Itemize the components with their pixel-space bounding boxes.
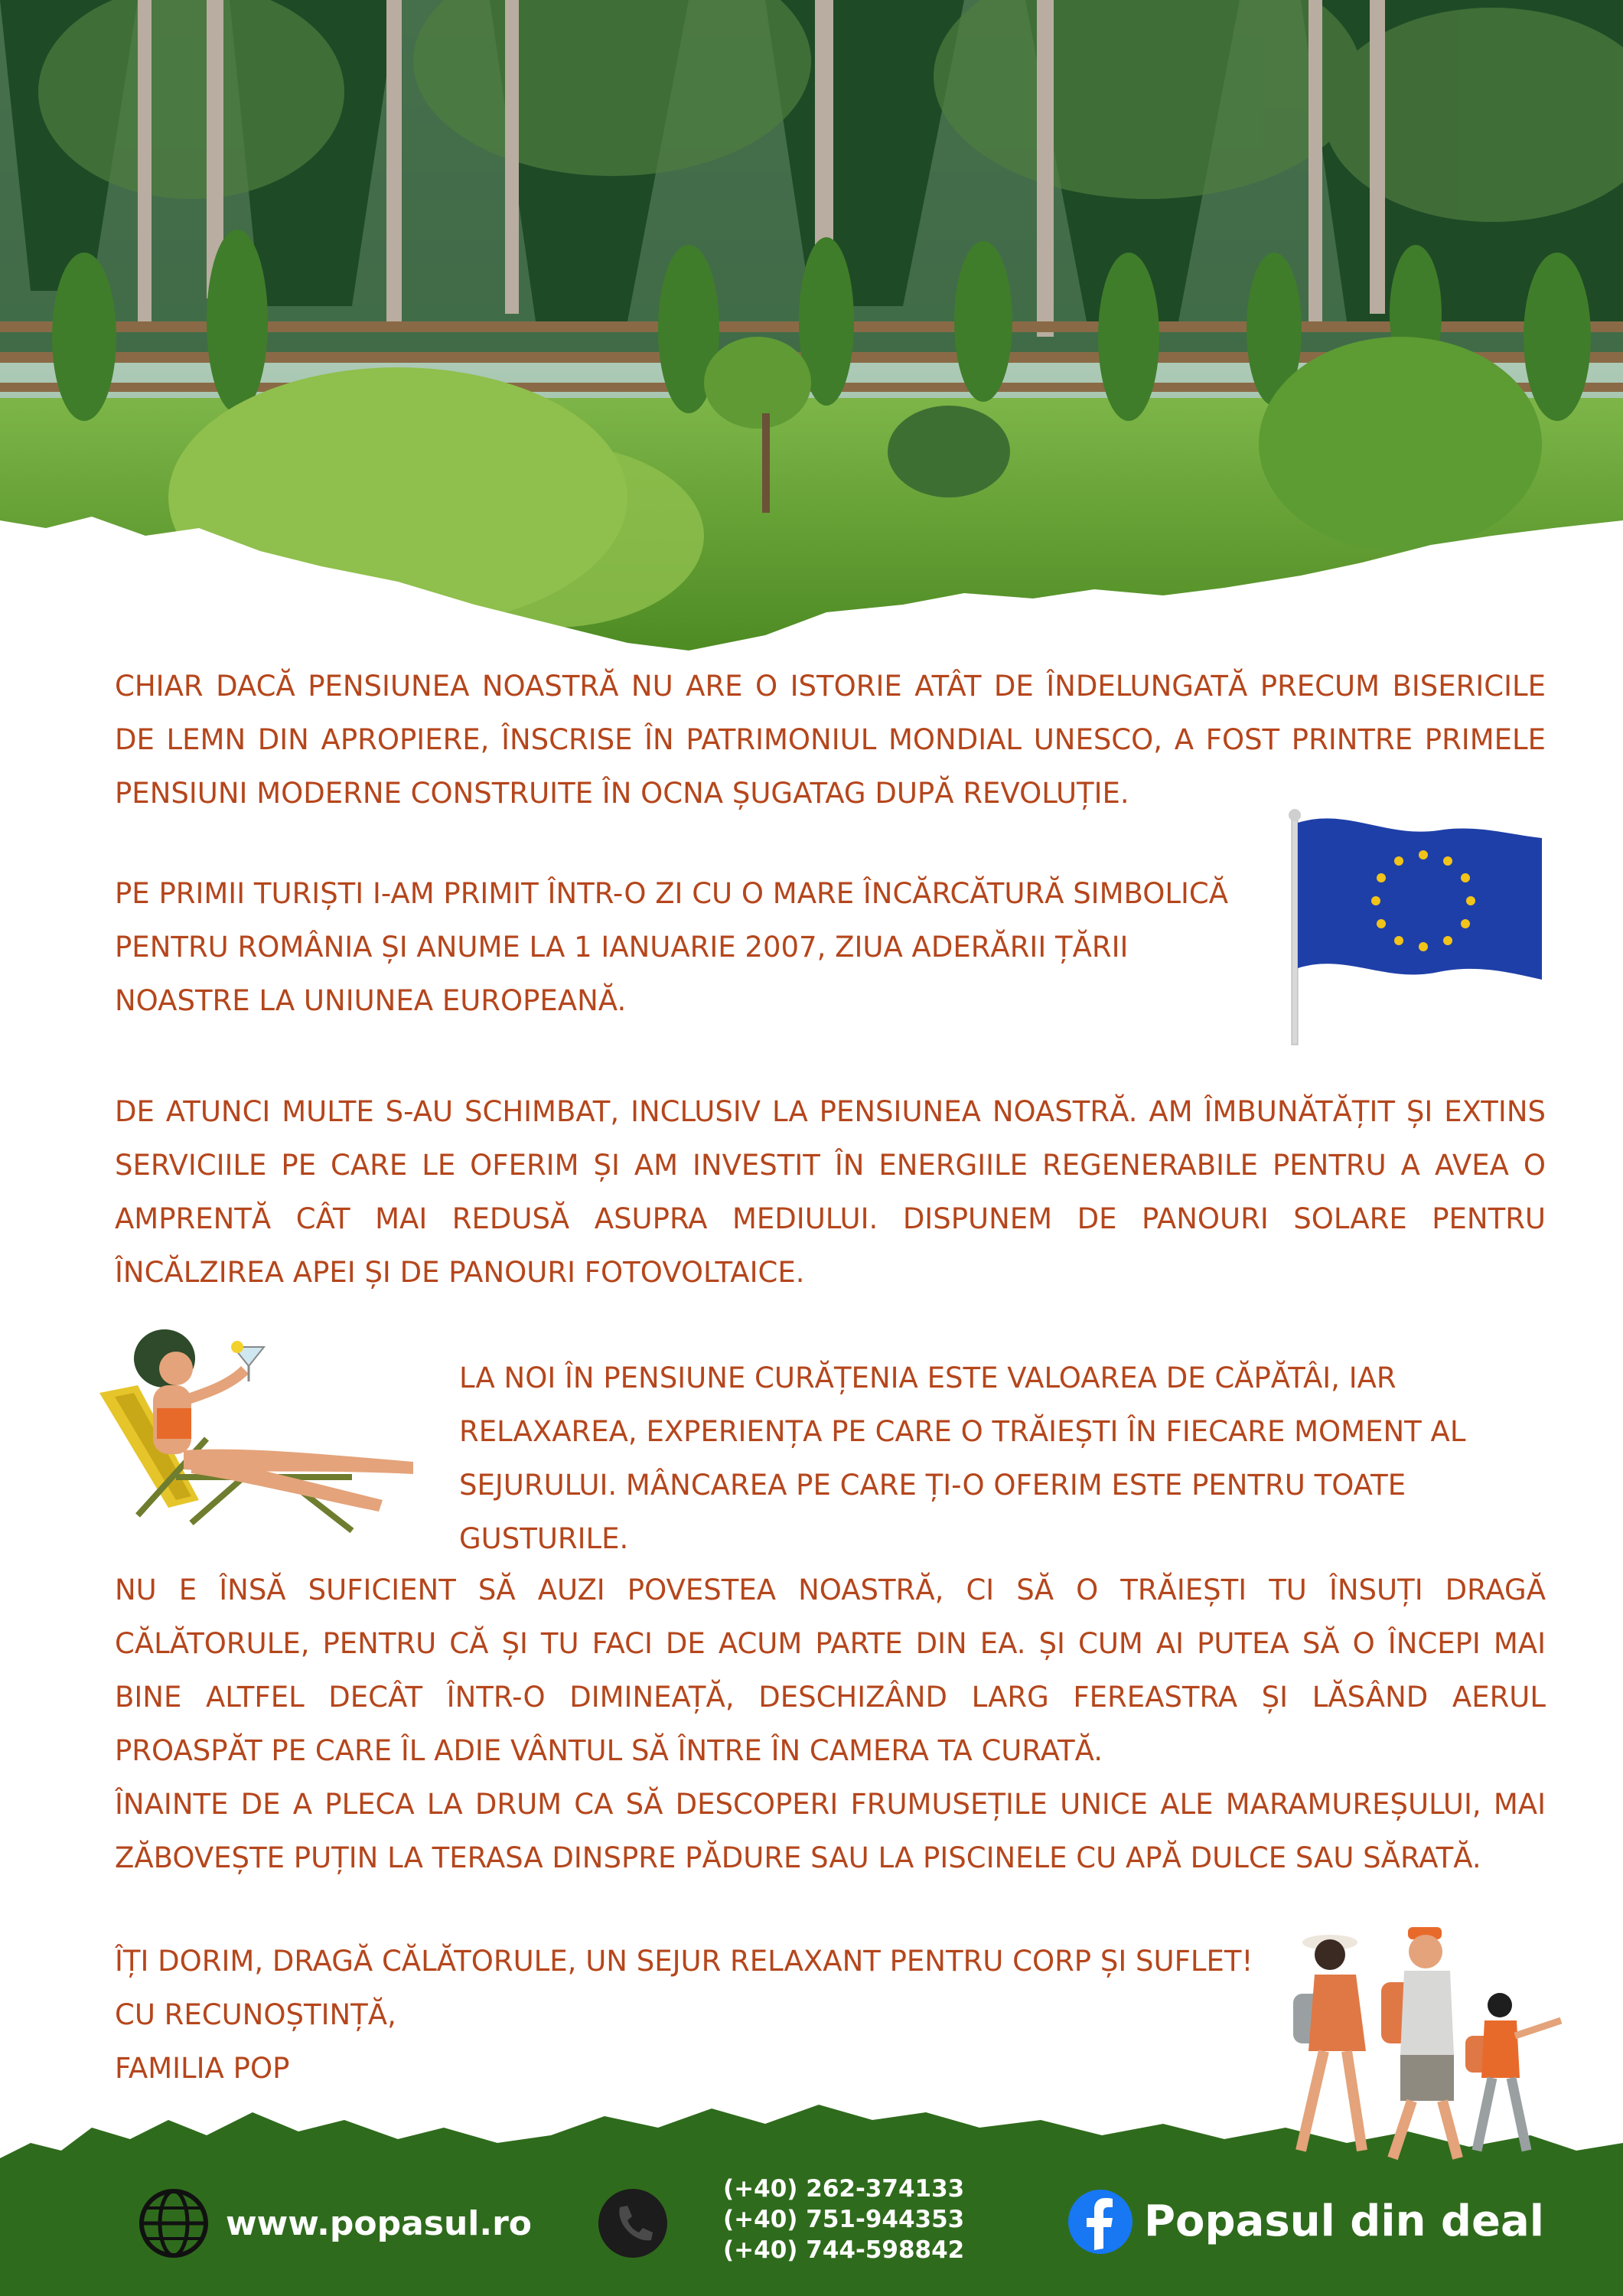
website-link[interactable]: www.popasul.ro: [226, 2204, 532, 2243]
first-guests-paragraph: PE PRIMII TURIȘTI I-AM PRIMIT ÎNTR-O ZI CU O MARE ÎNCĂRCĂTURĂ SIMBOLICĂ PENTRU ROMÂNIA ȘI ANUME LA 1 IANUARIE 2007, ZIUA ADERĂRII ȚĂRII NOASTRE LA UNIUNEA EUROPEANĂ.: [115, 877, 1229, 1017]
phone-numbers: [723, 2174, 964, 2265]
globe-icon: [138, 2187, 210, 2259]
maramures-paragraph: ÎNAINTE DE A PLECA LA DRUM CA SĂ DESCOPERI FRUMUSEȚILE UNICE ALE MARAMUREȘULUI, MAI ZĂBOVEȘTE PUȚIN LA TERASA DINSPRE PĂDURE SAU LA PISCINELE CU APĂ DULCE SAU SĂRATĂ.: [115, 1788, 1546, 1874]
closing-signature: FAMILIA POP: [115, 2052, 290, 2085]
hero-garden-image: [0, 0, 1623, 658]
closing-gratitude: CU RECUNOȘTINȚĂ,: [115, 1998, 396, 2031]
services-paragraph: DE ATUNCI MULTE S-AU SCHIMBAT, INCLUSIV LA PENSIUNEA NOASTRĂ. AM ÎMBUNĂTĂȚIT ȘI EXTINS SERVICIILE PE CARE LE OFERIM ȘI AM INVESTIT ÎN ENERGIILE REGENERABILE PENTRU A AVEA O AMPRENTĂ CÂT MAI REDUSĂ ASUPRA MEDIULUI. DISPUNEM DE PANOURI SOLARE PENTRU ÎNCĂLZIREA APEI ȘI DE PANOURI FOTOVOLTAICE.: [115, 1095, 1546, 1289]
facebook-icon: [1067, 2189, 1133, 2255]
sunbed-woman-icon: [92, 1324, 459, 1554]
phone-number-3[interactable]: (+40) 744-598842: [723, 2236, 965, 2264]
eu-flag-icon: [1278, 807, 1553, 1052]
intro-paragraph: CHIAR DACĂ PENSIUNEA NOASTRĂ NU ARE O ISTORIE ATÂT DE ÎNDELUNGATĂ PRECUM BISERICILE DE LEMN DIN APROPIERE, ÎNSCRISE ÎN PATRIMONIUL MONDIAL UNESCO, A FOST PRINTRE PRIMELE PENSIUNI MODERNE CONSTRUITE ÎN OCNA ȘUGATAG DUPĂ REVOLUȚIE.: [115, 670, 1546, 810]
family-hikers-icon: [1270, 1921, 1569, 2181]
eu-flag-image: [1278, 807, 1553, 1052]
facebook-page-link[interactable]: Popasul din deal: [1144, 2197, 1544, 2246]
phone-number-2[interactable]: (+40) 751-944353: [723, 2206, 965, 2233]
hero-garden-illustration: [0, 0, 1623, 658]
relaxing-woman-illustration: [92, 1324, 459, 1554]
hikers-illustration: [1270, 1921, 1569, 2181]
story-paragraph: NU E ÎNSĂ SUFICIENT SĂ AUZI POVESTEA NOASTRĂ, CI SĂ O TRĂIEȘTI TU ÎNSUȚI DRAGĂ CĂLĂTORULE, PENTRU CĂ ȘI TU FACI DE ACUM PARTE DIN EA. ȘI CUM AI PUTEA SĂ O ÎNCEPI MAI BINE ALTFEL DECÂT ÎNTR-O DIMINEAȚĂ, DESCHIZÂND LARG FEREASTRA ȘI LĂSÂND AERUL PROASPĂT PE CARE ÎL ADIE VÂNTUL SĂ ÎNTRE ÎN CAMERA TA CURATĂ.: [115, 1574, 1546, 1767]
closing-wish: ÎȚI DORIM, DRAGĂ CĂLĂTORULE, UN SEJUR RELAXANT PENTRU CORP ȘI SUFLET!: [115, 1945, 1253, 1978]
phone-icon: [597, 2187, 669, 2259]
cleanliness-paragraph: LA NOI ÎN PENSIUNE CURĂȚENIA ESTE VALOAREA DE CĂPĂTÂI, IAR RELAXAREA, EXPERIENȚA PE CARE O TRĂIEȘTI ÎN FIECARE MOMENT AL SEJURULUI. MÂNCAREA PE CARE ȚI-O OFERIM ESTE PENTRU TOATE GUSTURILE.: [459, 1362, 1466, 1555]
phone-number-1[interactable]: (+40) 262-374133: [723, 2175, 965, 2203]
